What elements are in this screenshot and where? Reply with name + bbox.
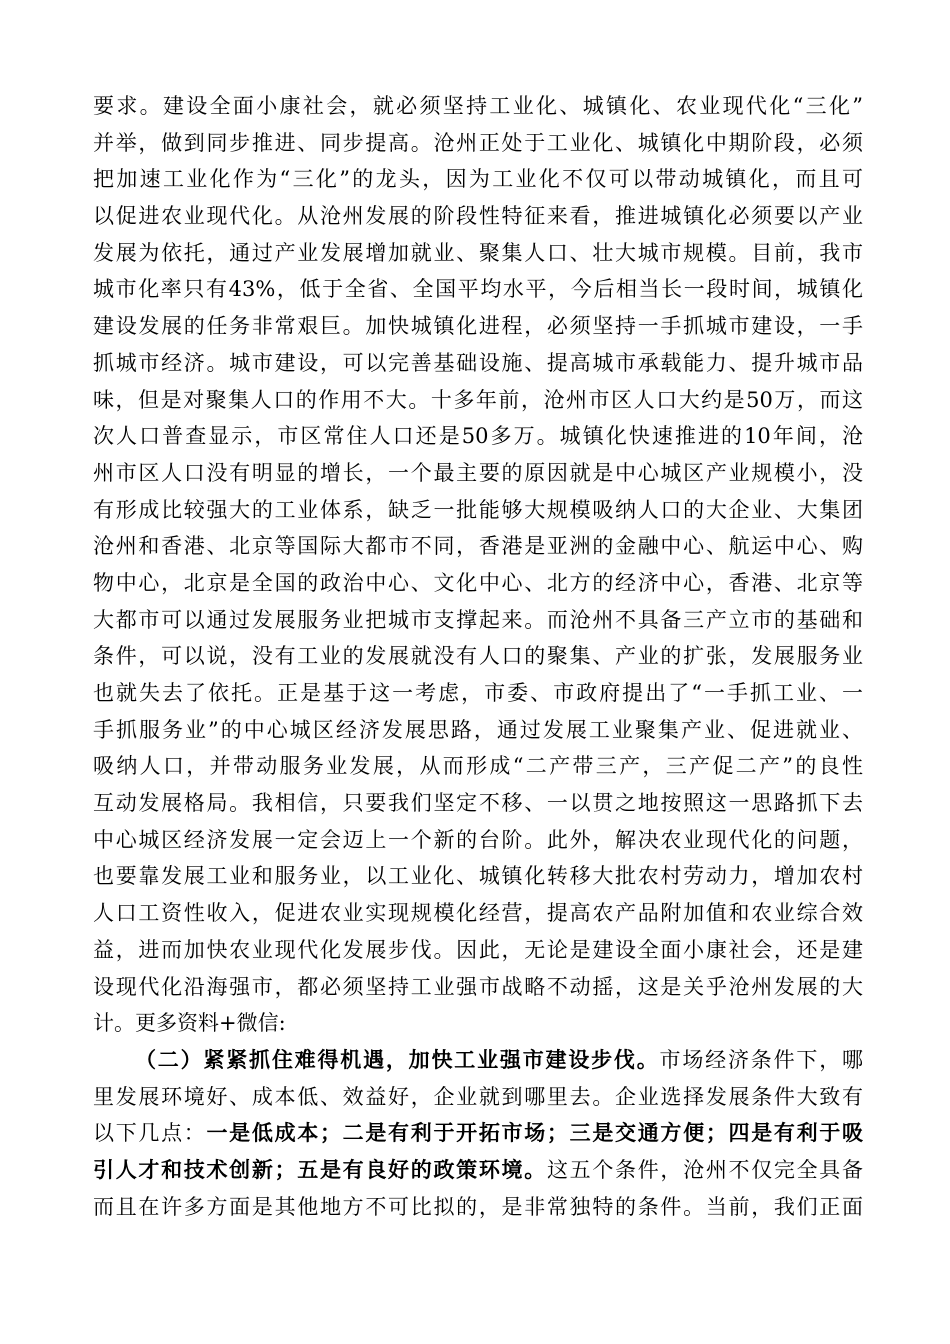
text-span: 市场经济条件下，哪 (659, 1047, 863, 1072)
text-line: 大都市可以通过发展服务业把城市支撑起来。而沧州不具备三产立市的基础和 (93, 607, 863, 632)
text-line: 里发展环境好、成本低、效益好，企业就到哪里去。企业选择发展条件大致有 (93, 1084, 863, 1109)
text-span: 这五个条件，沧州不仅完全具备 (546, 1157, 863, 1182)
text-line: 计。更多资料+微信: (93, 1011, 286, 1036)
text-line: 要求。建设全面小康社会，就必须坚持工业化、城镇化、农业现代化“三化” (93, 94, 863, 118)
bold-text-span: 一是低成本；二是有利于开拓市场；三是交通方便；四是有利于吸 (206, 1120, 863, 1146)
text-line: 建设发展的任务非常艰巨。加快城镇化进程，必须坚持一手抓城市建设，一手 (93, 314, 863, 339)
text-line: 抓城市经济。城市建设，可以完善基础设施、提高城市承载能力、提升城市品 (93, 350, 863, 375)
text-line: 而且在许多方面是其他地方不可比拟的，是非常独特的条件。当前，我们正面 (93, 1194, 863, 1219)
text-line: 并举，做到同步推进、同步提高。沧州正处于工业化、城镇化中期阶段，必须 (93, 130, 863, 155)
text-line: 物中心，北京是全国的政治中心、文化中心、北方的经济中心，香港、北京等 (93, 570, 863, 595)
section-heading-line (93, 1042, 863, 1079)
text-line: 人口工资性收入，促进农业实现规模化经营，提高农产品附加值和农业综合效 (93, 901, 863, 926)
text-line: 把加速工业化作为“三化”的龙头，因为工业化不仅可以带动城镇化，而且可 (93, 167, 863, 192)
text-line: 也就失去了依托。正是基于这一考虑，市委、市政府提出了“一手抓工业、一 (93, 681, 863, 705)
text-line: 互动发展格局。我相信，只要我们坚定不移、一以贯之地按照这一思路抓下去 (93, 791, 863, 816)
text-line: 州市区人口没有明显的增长，一个最主要的原因就是中心城区产业规模小，没 (93, 460, 863, 485)
text-line (93, 1115, 863, 1152)
text-line: 发展为依托，通过产业发展增加就业、聚集人口、壮大城市规模。目前，我市 (93, 240, 863, 265)
text-line: 沧州和香港、北京等国际大都市不同，香港是亚洲的金融中心、航运中心、购 (93, 534, 863, 559)
document-body (93, 88, 863, 1225)
text-line: 有形成比较强大的工业体系，缺乏一批能够大规模吸纳人口的大企业、大集团 (93, 497, 863, 522)
text-line: 以促进农业现代化。从沧州发展的阶段性特征来看，推进城镇化必须要以产业 (93, 204, 863, 229)
text-line: 条件，可以说，没有工业的发展就没有人口的聚集、产业的扩张，发展服务业 (93, 644, 863, 669)
text-line: 设现代化沿海强市，都必须坚持工业强市战略不动摇，这是关乎沧州发展的大 (93, 974, 863, 999)
text-line: 益，进而加快农业现代化发展步伐。因此，无论是建设全面小康社会，还是建 (93, 937, 863, 962)
bold-text-span: 引人才和技术创新；五是有良好的政策环境。 (93, 1156, 547, 1182)
text-span: 以下几点： (93, 1121, 207, 1146)
text-line: 次人口普查显示，市区常住人口还是50多万。城镇化快速推进的10年间，沧 (93, 424, 863, 449)
text-line: 也要靠发展工业和服务业，以工业化、城镇化转移大批农村劳动力，增加农村 (93, 864, 863, 889)
text-line: 手抓服务业”的中心城区经济发展思路，通过发展工业聚集产业、促进就业、 (93, 717, 863, 742)
section-heading: （二）紧紧抓住难得机遇，加快工业强市建设步伐。 (135, 1046, 660, 1072)
text-line: 吸纳人口，并带动服务业发展，从而形成“二产带三产，三产促二产”的良性 (93, 754, 863, 779)
text-line (93, 1152, 863, 1189)
text-line: 味，但是对聚集人口的作用不大。十多年前，沧州市区人口大约是50万，而这 (93, 387, 863, 412)
text-line: 中心城区经济发展一定会迈上一个新的台阶。此外，解决农业现代化的问题， (93, 827, 863, 852)
text-line: 城市化率只有43%，低于全省、全国平均水平，今后相当长一段时间，城镇化 (93, 277, 863, 302)
